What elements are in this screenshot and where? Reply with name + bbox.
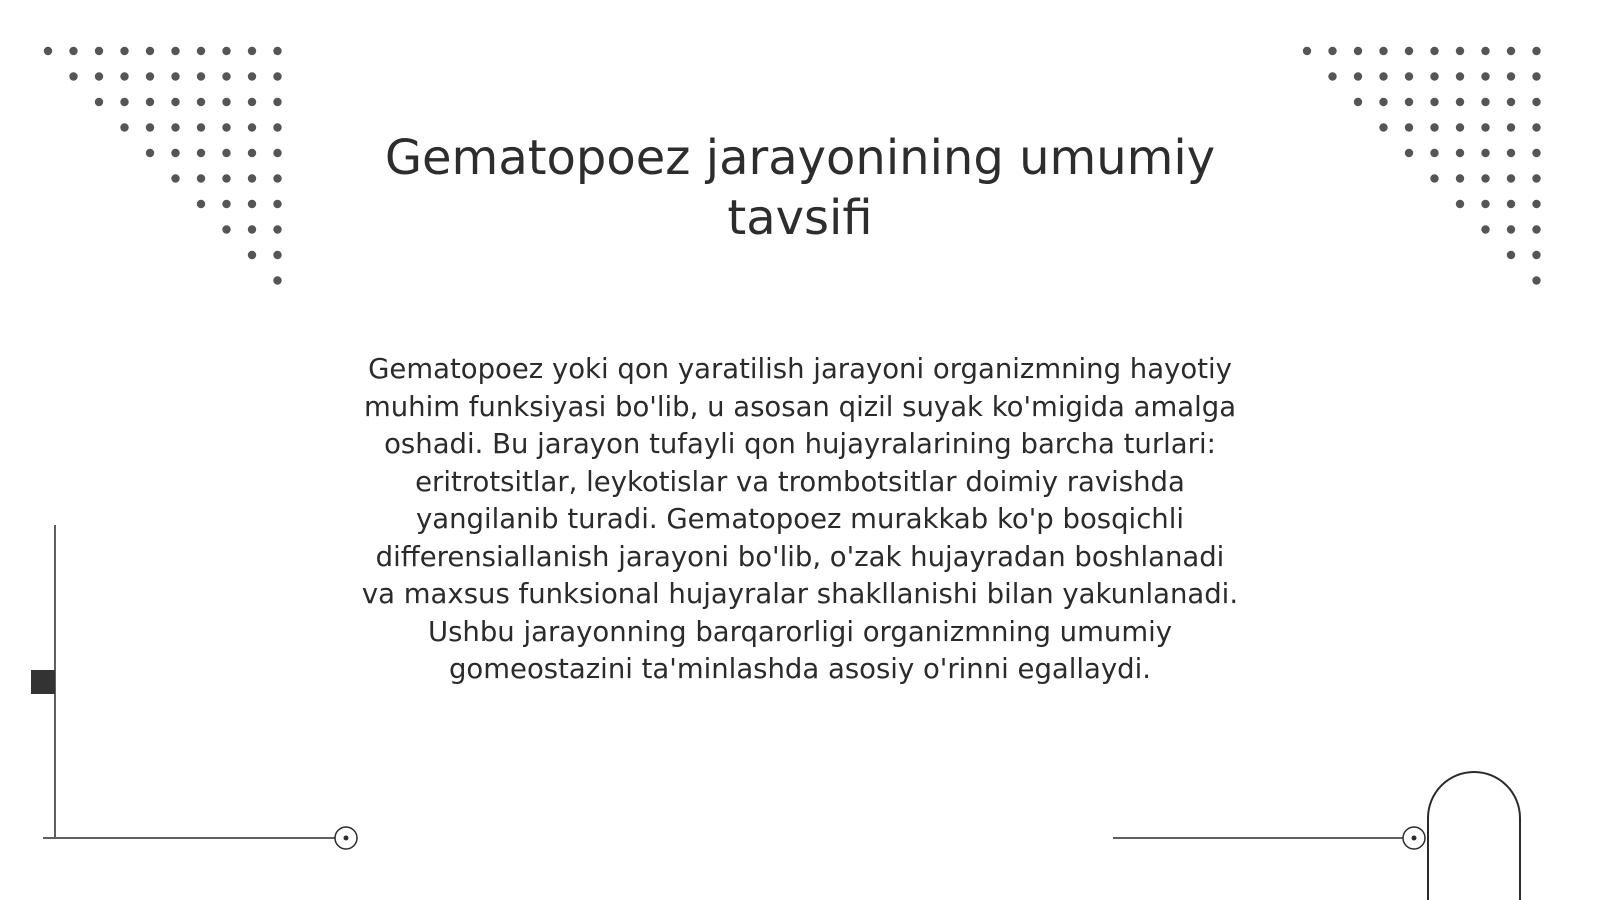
decor-dot	[171, 98, 179, 106]
decor-dot	[273, 123, 281, 131]
decor-dot	[1532, 47, 1540, 55]
decor-dot	[1481, 200, 1489, 208]
decor-dot	[120, 123, 128, 131]
decor-dot	[1507, 149, 1515, 157]
decor-dot	[120, 72, 128, 80]
decor-dot	[1507, 200, 1515, 208]
decor-dot	[146, 149, 154, 157]
decor-dot	[222, 149, 230, 157]
decor-dot	[171, 123, 179, 131]
decor-dot	[1532, 98, 1540, 106]
decor-dot	[222, 174, 230, 182]
decor-dot	[1481, 174, 1489, 182]
left-square-marker	[31, 670, 55, 694]
decor-dot	[273, 149, 281, 157]
decor-dot	[1507, 47, 1515, 55]
decor-dot	[1532, 174, 1540, 182]
decor-dot	[1405, 72, 1413, 80]
decor-dot	[1354, 72, 1362, 80]
decor-dot	[273, 174, 281, 182]
slide-body-text: Gematopoez yoki qon yaratilish jarayoni organizmning hayotiy muhim funksiyasi bo'lib, u asosan qizil suyak ko'migida amalga oshadi. Bu jarayon tufayli qon hujayralarining barcha turlari: eritrotsitlar, leykotislar va trombotsitlar doimiy ravishda yangilanib turadi. Gematopoez murakkab ko'p bosqichli differensiallanish jarayoni bo'lib, o'zak hujayradan boshlanadi va maxsus funksional hujayralar shakllanishi bilan yakunlanadi. Ushbu jarayonning barqarorligi organizmning umumiy gomeostazini ta'minlashda asosiy o'rinni egallaydi.	[361, 353, 1239, 685]
decor-dot	[1354, 98, 1362, 106]
bottom-left-circle-dot	[344, 836, 349, 841]
decor-dot	[1405, 123, 1413, 131]
decor-dot	[69, 47, 77, 55]
decor-dot	[222, 47, 230, 55]
decor-dot	[1430, 174, 1438, 182]
decor-dot	[248, 149, 256, 157]
dot-pattern-top-left	[44, 47, 282, 285]
decor-dot	[273, 47, 281, 55]
dot-pattern-top-right	[1303, 47, 1541, 285]
decor-dot	[171, 174, 179, 182]
decor-dot	[1507, 98, 1515, 106]
decor-dot	[222, 72, 230, 80]
decor-dot	[120, 47, 128, 55]
decor-dot	[1405, 98, 1413, 106]
decor-dot	[1328, 72, 1336, 80]
decor-dot	[146, 123, 154, 131]
decor-dot	[222, 98, 230, 106]
decor-dot	[1328, 47, 1336, 55]
decor-dot	[69, 72, 77, 80]
decor-dot	[248, 225, 256, 233]
decor-dot	[1430, 47, 1438, 55]
decor-dot	[1379, 123, 1387, 131]
decor-dot	[1481, 72, 1489, 80]
decor-dot	[1481, 123, 1489, 131]
decor-dot	[1507, 174, 1515, 182]
decor-dot	[146, 98, 154, 106]
decor-dot	[273, 72, 281, 80]
decor-dot	[1456, 98, 1464, 106]
decor-dot	[95, 98, 103, 106]
decor-dot	[197, 98, 205, 106]
decor-dot	[273, 276, 281, 284]
decor-dot	[1456, 47, 1464, 55]
decor-dot	[1456, 123, 1464, 131]
decor-dot	[197, 149, 205, 157]
decor-dot	[273, 200, 281, 208]
decor-dot	[1379, 47, 1387, 55]
decor-dot	[171, 72, 179, 80]
decor-dot	[1507, 123, 1515, 131]
decor-dot	[44, 47, 52, 55]
decor-dot	[248, 98, 256, 106]
decor-dot	[1430, 149, 1438, 157]
decor-dot	[1532, 251, 1540, 259]
decor-dot	[222, 123, 230, 131]
decor-dot	[1430, 123, 1438, 131]
decor-dot	[1379, 98, 1387, 106]
decor-dot	[1379, 72, 1387, 80]
decor-dot	[197, 174, 205, 182]
decor-dot	[197, 72, 205, 80]
decor-dot	[1532, 72, 1540, 80]
decor-dot	[1430, 72, 1438, 80]
decor-dot	[222, 225, 230, 233]
decor-dot	[273, 98, 281, 106]
decor-dot	[1532, 123, 1540, 131]
decor-dot	[1532, 225, 1540, 233]
decor-dot	[248, 47, 256, 55]
decor-dot	[1532, 200, 1540, 208]
decor-dot	[1481, 225, 1489, 233]
decor-dot	[248, 200, 256, 208]
decor-dot	[1354, 47, 1362, 55]
decor-dot	[146, 72, 154, 80]
decor-dot	[197, 47, 205, 55]
decor-dot	[248, 251, 256, 259]
decor-dot	[1481, 98, 1489, 106]
decor-dot	[248, 174, 256, 182]
decor-dot	[1532, 276, 1540, 284]
decor-dot	[1405, 47, 1413, 55]
decor-dot	[1481, 47, 1489, 55]
decor-dot	[273, 251, 281, 259]
decor-dot	[1303, 47, 1311, 55]
decor-dot	[171, 47, 179, 55]
decor-dot	[197, 200, 205, 208]
decor-dot	[1507, 251, 1515, 259]
decor-dot	[1405, 149, 1413, 157]
decor-dot	[95, 47, 103, 55]
decor-dot	[95, 72, 103, 80]
decor-dot	[1481, 149, 1489, 157]
decor-dot	[248, 72, 256, 80]
decor-dot	[1507, 72, 1515, 80]
decor-dot	[222, 200, 230, 208]
decor-dot	[1456, 200, 1464, 208]
decor-dot	[1456, 72, 1464, 80]
decor-dot	[1532, 149, 1540, 157]
decor-dot	[1456, 149, 1464, 157]
decor-dot	[146, 47, 154, 55]
bottom-right-arch	[1428, 772, 1520, 900]
decor-dot	[273, 225, 281, 233]
slide-title: Gematopoez jarayonining umumiy tavsifi	[384, 130, 1216, 246]
decor-dot	[197, 123, 205, 131]
decor-dot	[171, 149, 179, 157]
bottom-right-circle-dot	[1412, 836, 1417, 841]
decor-dot	[248, 123, 256, 131]
decor-dot	[1430, 98, 1438, 106]
decor-dot	[1507, 225, 1515, 233]
decor-dot	[1456, 174, 1464, 182]
decor-dot	[120, 98, 128, 106]
